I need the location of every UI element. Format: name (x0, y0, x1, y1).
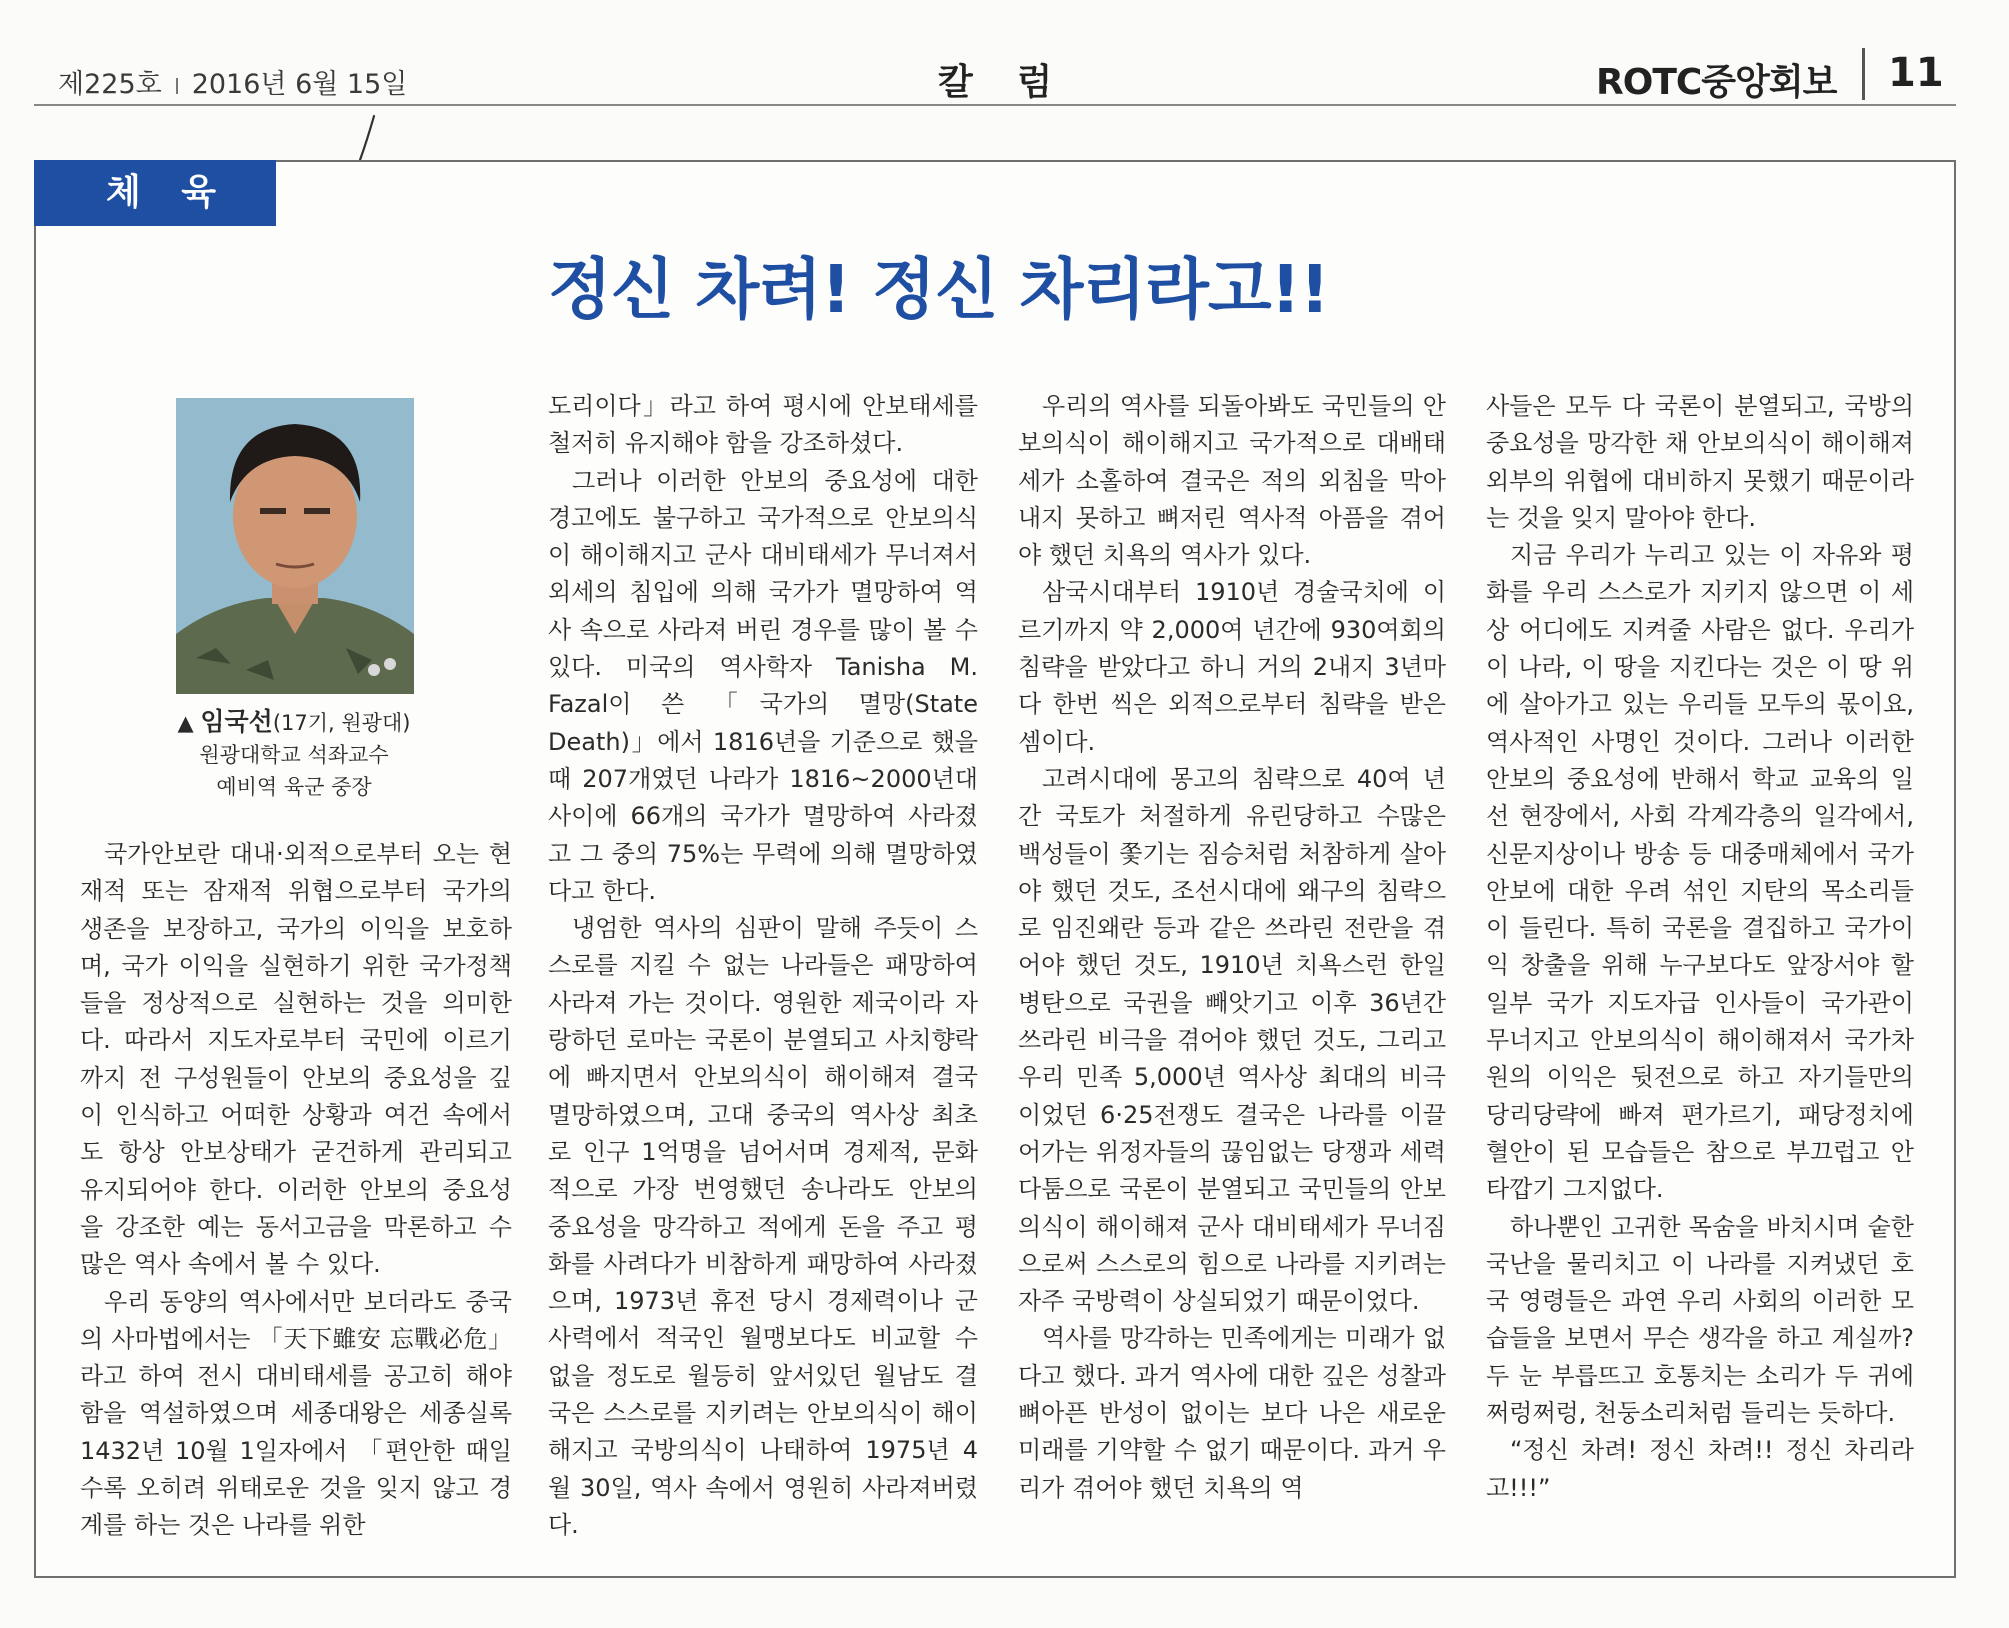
author-name: 임국선 (200, 707, 273, 736)
author-name-line (118, 706, 470, 739)
category-tag: 체 육 (34, 160, 276, 226)
author-title-2: 예비역 육군 중장 (216, 775, 372, 799)
paragraph: 냉엄한 역사의 심판이 말해 주듯이 스스로를 지킬 수 없는 나라들은 패망하여 사라져 가는 것이다. 영원한 제국이라 자랑하던 로마는 국론이 분열되고 사치향락에 빠지면서 안보의식이 해이해져 결국 멸망하였으며, 고대 중국의 역사상 최초로 인구 1억명을 넘어서며 경제적, 문화적으로 가장 번영했던 송나라도 안보의 중요성을 망각하고 적에게 돈을 주고 평화를 사려다가 비참하게 패망하여 사라졌으며, 1973년 휴전 당시 경제력이나 군사력에서 적국인 월맹보다도 비교할 수 없을 정도로 월등히 앞서있던 월남도 결국은 스스로를 지키려는 안보의식이 해이해지고 국방의식이 나태하여 1975년 4월 30일, 역사 속에서 영원히 사라져버렸다. (548, 914, 978, 1539)
section-title: 칼 럼 (938, 62, 1069, 103)
paragraph: 역사를 망각하는 민족에게는 미래가 없다고 했다. 과거 역사에 대한 깊은 성찰과 뼈아픈 반성이 없이는 보다 나은 새로운 미래를 기약할 수 없기 때문이다. 과거 우리가 겪어야 했던 치욕의 역 (1018, 1324, 1446, 1502)
issue-number: 제225호 (58, 69, 162, 100)
author-title-1: 원광대학교 석좌교수 (199, 743, 389, 767)
header-rule (34, 104, 1956, 106)
paragraph: 삼국시대부터 1910년 경술국치에 이르기까지 약 2,000여 년간에 930여회의 침략을 받았다고 하니 거의 2내지 3년마다 한번 씩은 외적으로부터 침략을 받은 셈이다. (1018, 578, 1446, 756)
article-column-4 (1486, 388, 1914, 1507)
article-column-1 (80, 836, 512, 1545)
article-column-3 (1018, 388, 1446, 1507)
author-class-info: (17기, 원광대) (272, 711, 411, 735)
paragraph: 우리 동양의 역사에서만 보더라도 중국의 사마법에서는 「天下雖安 忘戰必危」라고 하여 전시 대비태세를 공고히 해야 함을 역설하였으며 세종대왕은 세종실록 1432년 10월 1일자에서 「편안한 때일수록 오히려 위태로운 것을 잊지 않고 경계를 하는 것은 나라를 위한 (80, 1287, 512, 1540)
paragraph: 도리이다」라고 하여 평시에 안보태세를 철저히 유지해야 함을 강조하셨다. (548, 392, 978, 458)
issue-separator (176, 78, 178, 94)
article-column-2 (548, 388, 978, 1544)
issue-date: 2016년 6월 15일 (191, 69, 408, 100)
paragraph: “정신 차려! 정신 차려!! 정신 차리라고!!!” (1486, 1436, 1914, 1502)
issue-info (58, 62, 407, 101)
paragraph: 그러나 이러한 안보의 중요성에 대한 경고에도 불구하고 국가적으로 안보의식이 해이해지고 군사 대비태세가 무너져서 외세의 침입에 의해 국가가 멸망하여 역사 속으로 사라져 버린 경우를 많이 볼 수 있다. 미국의 역사학자 Tanisha M. Fazal이 쓴 「국가의 멸망(State Death)」에서 1816년을 기준으로 했을 때 207개였던 나라가 1816~2000년대 사이에 66개의 국가가 멸망하여 사라졌고 그 중의 75%는 무력에 의해 멸망하였다고 한다. (548, 466, 978, 905)
author-caption (118, 706, 470, 803)
article-headline: 정신 차려! 정신 차리라고!! (548, 251, 1329, 328)
paragraph: 지금 우리가 누리고 있는 이 자유와 평화를 우리 스스로가 지키지 않으면 이 세상 어디에도 지켜줄 사람은 없다. 우리가 이 나라, 이 땅을 지킨다는 것은 이 땅 위에 살아가고 있는 우리들 모두의 몫이요, 역사적인 사명인 것이다. 그러나 이러한 안보의 중요성에 반해서 학교 교육의 일선 현장에서, 사회 각계각층의 일각에서, 신문지상이나 방송 등 대중매체에서 국가안보에 대한 우려 섞인 지탄의 목소리들이 들린다. 특히 국론을 결집하고 국가이익 창출을 위해 누구보다도 앞장서야 할 일부 국가 지도자급 인사들이 국가관이 무너지고 안보의식이 해이해져서 국가차원의 이익은 뒷전으로 하고 자기들만의 당리당략에 빠져 편가르기, 패당정치에 혈안이 된 모습들은 참으로 부끄럽고 안타깝기 그지없다. (1486, 541, 1914, 1204)
page-header (0, 0, 2009, 110)
page-number: 11 (1888, 50, 1944, 96)
author-photo (176, 398, 414, 694)
paragraph: 하나뿐인 고귀한 목숨을 바치시며 숱한 국난을 물리치고 이 나라를 지켜냈던 호국 영령들은 과연 우리 사회의 이러한 모습들을 보면서 무슨 생각을 하고 계실까? 두 눈 부릅뜨고 호통치는 소리가 두 귀에 쩌렁쩌렁, 천둥소리처럼 들리는 듯하다. (1486, 1212, 1914, 1428)
paragraph: 국가안보란 대내·외적으로부터 오는 현재적 또는 잠재적 위협으로부터 국가의 생존을 보장하고, 국가의 이익을 보호하며, 국가 이익을 실현하기 위한 국가정책들을 정상적으로 실현하는 것을 의미한다. 따라서 지도자로부터 국민에 이르기까지 전 구성원들이 안보의 중요성을 깊이 인식하고 어떠한 상황과 여건 속에서도 항상 안보상태가 굳건하게 관리되고 유지되어야 한다. 이러한 안보의 중요성을 강조한 예는 동서고금을 막론하고 수많은 역사 속에서 볼 수 있다. (80, 840, 512, 1279)
page-number-divider (1862, 48, 1865, 100)
paragraph: 우리의 역사를 되돌아봐도 국민들의 안보의식이 해이해지고 국가적으로 대배태세가 소홀하여 결국은 적의 외침을 막아내지 못하고 뼈저린 역사적 아픔을 겪어야 했던 치욕의 역사가 있다. (1018, 392, 1446, 570)
triangle-marker-icon: ▲ (177, 711, 201, 735)
paragraph: 사들은 모두 다 국론이 분열되고, 국방의 중요성을 망각한 채 안보의식이 해이해져 외부의 위협에 대비하지 못했기 때문이라는 것을 잊지 말아야 한다. (1486, 392, 1914, 532)
paper-name: ROTC중앙회보 (1596, 62, 1837, 103)
paragraph: 고려시대에 몽고의 침략으로 40여 년간 국토가 처절하게 유린당하고 수많은 백성들이 쫓기는 짐승처럼 처참하게 살아야 했던 것도, 조선시대에 왜구의 침략으로 임진왜란 등과 같은 쓰라린 전란을 겪어야 했던 것도, 1910년 치욕스런 한일병탄으로 국권을 빼앗기고 이후 36년간 쓰라린 비극을 겪어야 했던 것도, 그리고 우리 민족 5,000년 역사상 최대의 비극이었던 6·25전쟁도 결국은 나라를 이끌어가는 위정자들의 끊임없는 당쟁과 세력다툼으로 국론이 분열되고 국민들의 안보의식이 해이해져 군사 대비태세가 무너짐으로써 스스로의 힘으로 나라를 지키려는 자주 국방력이 상실되었기 때문이었다. (1018, 764, 1446, 1316)
